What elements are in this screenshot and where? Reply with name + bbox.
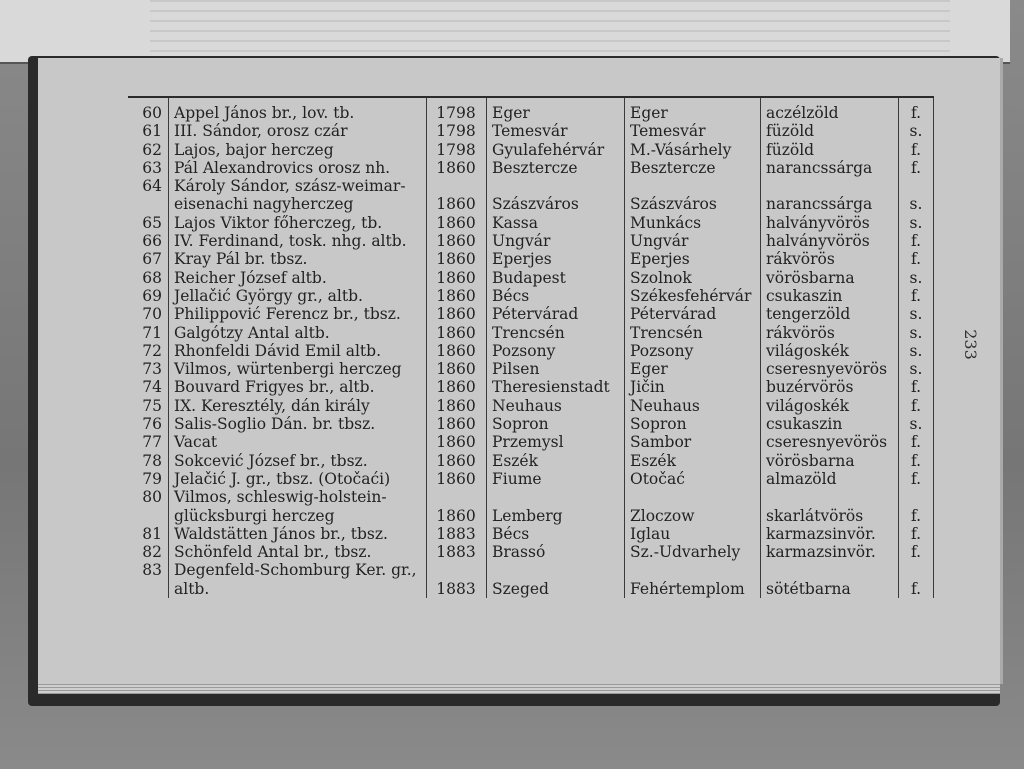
- cell-name: Philippović Ferencz br., tbsz.: [174, 305, 401, 324]
- cell-n: 63: [142, 158, 162, 177]
- cell-button: s.: [909, 195, 923, 214]
- cell-button: f.: [910, 396, 922, 415]
- cell-year: 1798: [436, 104, 476, 122]
- cell-name: Waldstätten János br., tbsz.: [174, 524, 388, 543]
- cell-city: Budapest: [492, 268, 566, 287]
- cell-n: 64: [142, 177, 162, 196]
- cell-button: s.: [909, 360, 923, 379]
- cell-button: f.: [910, 104, 922, 122]
- table-row: [128, 195, 934, 213]
- cell-year: 1798: [436, 122, 476, 141]
- table-row: [128, 580, 934, 598]
- cell-color: sötétbarna: [766, 579, 851, 598]
- cell-color: világoskék: [766, 341, 850, 360]
- cell-color: aczélzöld: [766, 104, 839, 122]
- cell-color: rákvörös: [766, 323, 835, 342]
- cell-n: 82: [142, 543, 162, 562]
- cell-city2: Ungvár: [630, 232, 689, 251]
- cell-year: 1860: [436, 506, 476, 525]
- cell-color: halványvörös: [766, 232, 870, 251]
- table-row: [128, 214, 934, 232]
- cell-city: Theresienstadt: [492, 378, 610, 397]
- cell-n: 66: [142, 232, 162, 251]
- cell-year: 1883: [436, 543, 476, 562]
- table-row: [128, 232, 934, 250]
- cell-color: csukaszin: [766, 415, 843, 434]
- table-row: [128, 415, 934, 433]
- cell-button: f.: [910, 378, 922, 397]
- table-row: [128, 342, 934, 360]
- cell-city: [486, 488, 624, 506]
- table-row: [128, 525, 934, 543]
- cell-n: 79: [142, 469, 162, 488]
- cell-city: Sopron: [492, 415, 549, 434]
- cell-button: s.: [909, 268, 923, 287]
- cell-button: f.: [910, 286, 922, 305]
- cell-n: 70: [142, 305, 162, 324]
- cell-name: Jellačić György gr., altb.: [174, 286, 363, 305]
- cell-color: skarlátvörös: [766, 506, 864, 525]
- cell-name: Kray Pál br. tbsz.: [174, 250, 308, 269]
- cell-color: almazöld: [766, 469, 837, 488]
- table-row: [128, 305, 934, 323]
- cell-color: vörösbarna: [766, 451, 855, 470]
- table-row: [128, 269, 934, 287]
- cell-city: Trencsén: [492, 323, 565, 342]
- cell-color: narancssárga: [766, 195, 873, 214]
- cell-button: [898, 561, 934, 579]
- cell-city2: Eszék: [630, 451, 677, 470]
- cell-year: 1860: [436, 250, 476, 269]
- cell-city: Kassa: [492, 213, 538, 232]
- cell-button: f.: [910, 469, 922, 488]
- cell-n: 67: [142, 250, 162, 269]
- cell-button: f.: [910, 158, 922, 177]
- cell-year: 1860: [436, 213, 476, 232]
- ledger-table: [128, 104, 934, 598]
- cell-n: 73: [142, 360, 162, 379]
- cell-year: 1883: [436, 524, 476, 543]
- cell-year: 1860: [436, 286, 476, 305]
- cell-name: Jelačić J. gr., tbsz. (Otočaći): [174, 469, 391, 488]
- cell-city: Pétervárad: [492, 305, 579, 324]
- cell-button: s.: [909, 122, 923, 141]
- cell-city2: Jičin: [630, 378, 665, 397]
- cell-city: Eger: [492, 104, 530, 122]
- cell-city: Beszterczе: [492, 158, 578, 177]
- cell-name: Lajos Viktor főherczeg, tb.: [174, 213, 383, 232]
- cell-name: Károly Sándor, szász-weimar-: [174, 177, 406, 196]
- cell-color: cseresnyevörös: [766, 360, 888, 379]
- cell-year: 1798: [436, 140, 476, 159]
- table-row: [128, 397, 934, 415]
- cell-button: f.: [910, 140, 922, 159]
- cell-color: [760, 488, 898, 506]
- cell-city2: Szászváros: [630, 195, 717, 214]
- cell-button: f.: [910, 433, 922, 452]
- cell-city: Ungvár: [492, 232, 551, 251]
- table-row: [128, 360, 934, 378]
- table-row: [128, 287, 934, 305]
- cell-button: f.: [910, 250, 922, 269]
- cell-color: [760, 561, 898, 579]
- previous-page-edge: [0, 0, 1010, 64]
- cell-city2: Sopron: [630, 415, 687, 434]
- cell-city2: Sambor: [630, 433, 692, 452]
- cell-n: 68: [142, 268, 162, 287]
- cell-button: s.: [909, 213, 923, 232]
- table-row: [128, 177, 934, 195]
- cell-year: 1883: [436, 579, 476, 598]
- cell-city: Lemberg: [492, 506, 563, 525]
- cell-n: [128, 580, 168, 598]
- page-number: 233: [960, 329, 980, 360]
- cell-city2: Eger: [630, 104, 668, 122]
- cell-n: 78: [142, 451, 162, 470]
- table-row: [128, 561, 934, 579]
- cell-city2: Zloczow: [630, 506, 695, 525]
- cell-year: 1860: [436, 469, 476, 488]
- cell-n: 76: [142, 415, 162, 434]
- cell-year: 1860: [436, 341, 476, 360]
- cell-city2: Iglau: [630, 524, 671, 543]
- cell-button: [898, 177, 934, 195]
- cell-city: Szeged: [492, 579, 549, 598]
- table-row: [128, 324, 934, 342]
- table-row: [128, 250, 934, 268]
- cell-name: Sokcević József br., tbsz.: [174, 451, 368, 470]
- table-row: [128, 433, 934, 451]
- cell-name: glücksburgi herczeg: [174, 506, 335, 525]
- cell-city: [486, 177, 624, 195]
- cell-city: Pozsony: [492, 341, 556, 360]
- cell-city2: Székesfehérvár: [630, 286, 752, 305]
- cell-color: buzérvörös: [766, 378, 854, 397]
- table-row: [128, 159, 934, 177]
- cell-button: s.: [909, 323, 923, 342]
- cell-n: [128, 195, 168, 213]
- cell-n: 83: [142, 561, 162, 580]
- table-row: [128, 470, 934, 488]
- cell-color: világoskék: [766, 396, 850, 415]
- cell-city2: Pozsony: [630, 341, 694, 360]
- cell-n: 74: [142, 378, 162, 397]
- cell-color: tengerzöld: [766, 305, 851, 324]
- cell-button: f.: [910, 232, 922, 251]
- regiment-table: [128, 96, 934, 598]
- cell-color: halványvörös: [766, 213, 870, 232]
- cell-n: 65: [142, 213, 162, 232]
- cell-city2: M.-Vásárhely: [630, 140, 732, 159]
- table-row: [128, 507, 934, 525]
- cell-name: Lajos, bajor herczeg: [174, 140, 334, 159]
- cell-city: Bécs: [492, 524, 530, 543]
- cell-city2: Otočać: [630, 469, 685, 488]
- cell-city2: Beszterczе: [630, 158, 716, 177]
- cell-city2: Fehértemplom: [630, 579, 745, 598]
- cell-n: 72: [142, 341, 162, 360]
- cell-name: Vacat: [174, 433, 218, 452]
- cell-button: s.: [909, 341, 923, 360]
- cell-city2: Munkács: [630, 213, 702, 232]
- cell-city: Pilsen: [492, 360, 540, 379]
- cell-color: karmazsinvör.: [766, 543, 876, 562]
- cell-button: f.: [910, 543, 922, 562]
- cell-year: [426, 177, 486, 195]
- cell-city: Szászváros: [492, 195, 579, 214]
- page-stack-edge: [38, 684, 1000, 694]
- cell-name: III. Sándor, orosz czár: [174, 122, 348, 141]
- cell-city2: Eger: [630, 360, 668, 379]
- cell-name: altb.: [174, 579, 210, 598]
- cell-city: Bécs: [492, 286, 530, 305]
- cell-year: 1860: [436, 396, 476, 415]
- cell-name: Reicher József altb.: [174, 268, 327, 287]
- cell-year: 1860: [436, 232, 476, 251]
- cell-city2: [624, 177, 760, 195]
- cell-city2: Temesvár: [630, 122, 706, 141]
- cell-n: 61: [142, 122, 162, 141]
- cell-color: narancssárga: [766, 158, 873, 177]
- cell-color: cseresnyevörös: [766, 433, 888, 452]
- cell-city: Brassó: [492, 543, 546, 562]
- cell-city: Eperjes: [492, 250, 552, 269]
- cell-button: f.: [910, 506, 922, 525]
- cell-name: IV. Ferdinand, tosk. nhg. altb.: [174, 232, 407, 251]
- cell-year: 1860: [436, 378, 476, 397]
- cell-city2: Sz.-Udvarhely: [630, 543, 741, 562]
- cell-name: Galgótzy Antal altb.: [174, 323, 330, 342]
- table-row: [128, 122, 934, 140]
- cell-city2: Szolnok: [630, 268, 692, 287]
- cell-n: 71: [142, 323, 162, 342]
- cell-n: 81: [142, 524, 162, 543]
- cell-name: Bouvard Frigyes br., altb.: [174, 378, 375, 397]
- cell-year: 1860: [436, 323, 476, 342]
- cell-city: Eszék: [492, 451, 539, 470]
- cell-color: [760, 177, 898, 195]
- cell-name: Vilmos, würtenbergi herczeg: [174, 360, 402, 379]
- cell-year: 1860: [436, 268, 476, 287]
- cell-year: 1860: [436, 360, 476, 379]
- table-row: [128, 141, 934, 159]
- cell-color: csukaszin: [766, 286, 843, 305]
- cell-name: Degenfeld-Schomburg Ker. gr.,: [174, 561, 417, 580]
- cell-city: Fiume: [492, 469, 542, 488]
- cell-year: 1860: [436, 195, 476, 214]
- cell-n: 80: [142, 488, 162, 507]
- cell-year: 1860: [436, 305, 476, 324]
- cell-button: s.: [909, 305, 923, 324]
- cell-year: 1860: [436, 451, 476, 470]
- cell-color: karmazsinvör.: [766, 524, 876, 543]
- cell-name: Appel János br., lov. tb.: [174, 104, 355, 122]
- cell-year: 1860: [436, 158, 476, 177]
- cell-n: 69: [142, 286, 162, 305]
- cell-button: s.: [909, 415, 923, 434]
- cell-year: [426, 488, 486, 506]
- cell-city2: Neuhaus: [630, 396, 700, 415]
- cell-city: [486, 561, 624, 579]
- cell-city2: Trencsén: [630, 323, 703, 342]
- cell-name: eisenachi nagyherczeg: [174, 195, 354, 214]
- cell-button: f.: [910, 451, 922, 470]
- cell-color: vörösbarna: [766, 268, 855, 287]
- cell-year: [426, 561, 486, 579]
- cell-color: rákvörös: [766, 250, 835, 269]
- cell-name: IX. Keresztély, dán király: [174, 396, 370, 415]
- cell-color: füzöld: [766, 140, 815, 159]
- cell-city2: [624, 561, 760, 579]
- cell-city: Neuhaus: [492, 396, 562, 415]
- cell-city: Gyulafehérvár: [492, 140, 605, 159]
- cell-city2: Eperjes: [630, 250, 690, 269]
- table-row: [128, 104, 934, 122]
- table-row: [128, 543, 934, 561]
- table-row: [128, 378, 934, 396]
- cell-year: 1860: [436, 415, 476, 434]
- table-top-rule: [128, 96, 934, 98]
- cell-button: [898, 488, 934, 506]
- cell-color: füzöld: [766, 122, 815, 141]
- cell-city: Przemysl: [492, 433, 564, 452]
- cell-city2: Pétervárad: [630, 305, 717, 324]
- cell-n: 75: [142, 396, 162, 415]
- cell-name: Salis-Soglio Dán. br. tbsz.: [174, 415, 376, 434]
- cell-name: Rhonfeldi Dávid Emil altb.: [174, 341, 382, 360]
- cell-city2: [624, 488, 760, 506]
- cell-name: Schönfeld Antal br., tbsz.: [174, 543, 372, 562]
- cell-name: Vilmos, schleswig-holstein-: [174, 488, 387, 507]
- cell-button: f.: [910, 524, 922, 543]
- cell-n: [128, 507, 168, 525]
- cell-n: 62: [142, 140, 162, 159]
- table-row: [128, 488, 934, 506]
- table-row: [128, 452, 934, 470]
- cell-name: Pál Alexandrovics orosz nh.: [174, 158, 391, 177]
- cell-n: 60: [142, 104, 162, 122]
- cell-city: Temesvár: [492, 122, 568, 141]
- cell-button: f.: [910, 579, 922, 598]
- cell-n: 77: [142, 433, 162, 452]
- cell-year: 1860: [436, 433, 476, 452]
